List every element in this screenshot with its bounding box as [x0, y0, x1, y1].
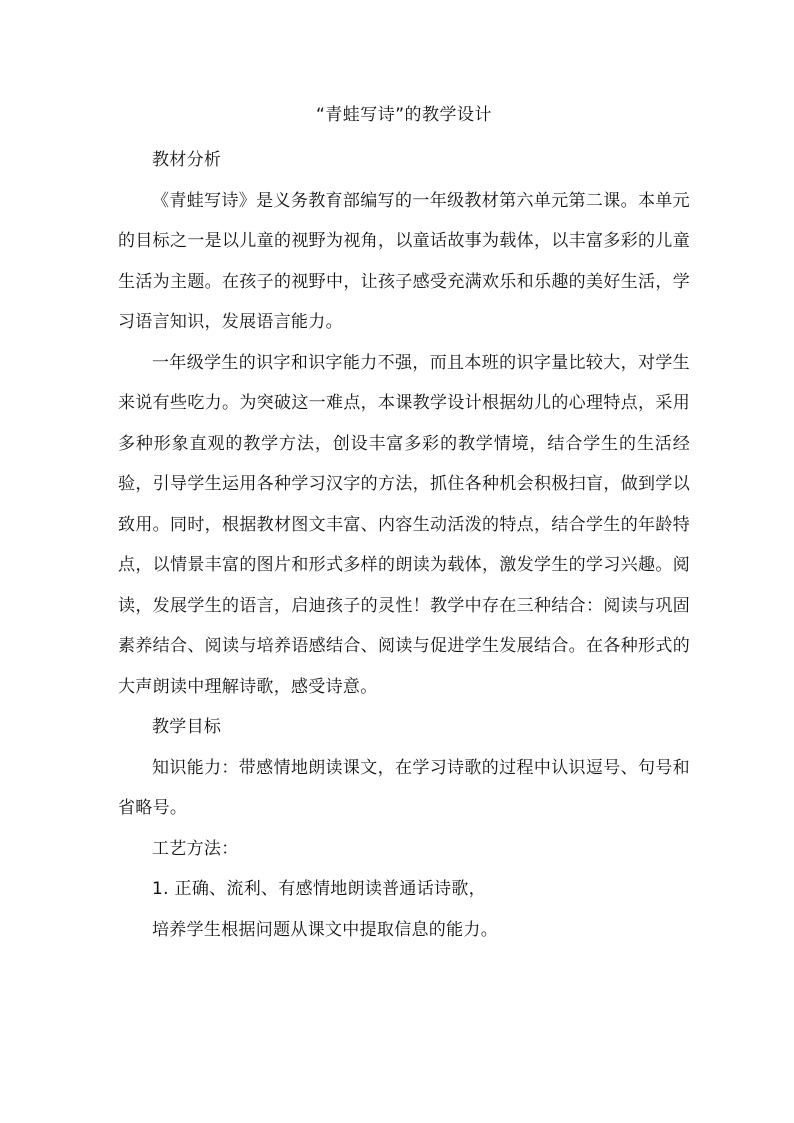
- section-heading-analysis: 教材分析: [152, 150, 222, 170]
- method-list-item-1: 1. 正确、流利、有感情地朗读普通话诗歌，: [152, 879, 486, 899]
- document-title: “青蛙写诗”的教学设计: [315, 105, 493, 125]
- method-paragraph-1: 培养学生根据问题从课文中提取信息的能力。: [152, 919, 498, 940]
- goals-paragraph-1: 知识能力：带感情地朗读课文，在学习诗歌的过程中认识逗号、句号和省略号。: [118, 757, 690, 818]
- analysis-paragraph-2: 一年级学生的识字和识字能力不强，而且本班的识字量比较大，对学生来说有些吃力。为突破这一难点，本课教学设计根据幼儿的心理特点，采用多种形象直观的教学方法，创设丰富多彩的教学情境，结合学生的生活经验，引导学生运用各种学习汉字的方法，抓住各种机会积极扫盲，做到学以致用。同时，根据教材图文丰富、内容生动活泼的特点，结合学生的年龄特点，以情景丰富的图片和形式多样的朗读为载体，激发学生的学习兴趣。阅读，发展学生的语言，启迪孩子的灵性！教学中存在三种结合：阅读与巩固素养结合、阅读与培养语感结合、阅读与促进学生发展结合。在各种形式的大声朗读中理解诗歌，感受诗意。: [118, 352, 690, 697]
- section-heading-goals: 教学目标: [152, 717, 222, 737]
- section-heading-method: 工艺方法：: [152, 838, 239, 859]
- analysis-paragraph-1: 《青蛙写诗》是义务教育部编写的一年级教材第六单元第二课。本单元的目标之一是以儿童的视野为视角，以童话故事为载体，以丰富多彩的儿童生活为主题。在孩子的视野中，让孩子感受充满欢乐和乐趣的美好生活，学习语言知识，发展语言能力。: [118, 190, 690, 332]
- document-body: [118, 100, 690, 950]
